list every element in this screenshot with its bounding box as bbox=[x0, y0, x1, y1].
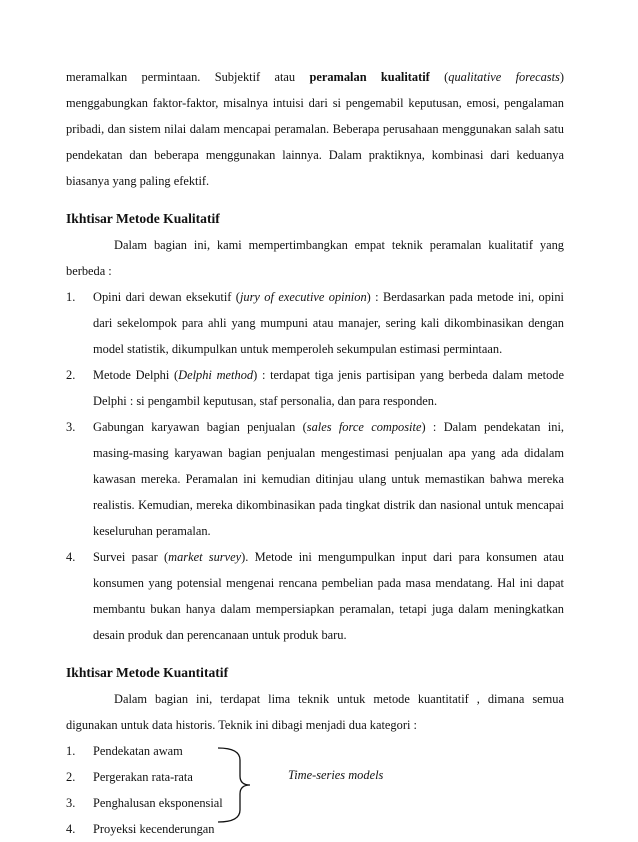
right-brace-icon bbox=[216, 746, 266, 824]
document-page bbox=[66, 64, 564, 842]
time-series-label: Time-series models bbox=[288, 768, 384, 782]
qualitative-list bbox=[66, 284, 564, 648]
intro-paragraph: meramalkan permintaan. Subjektif atau peramalan kualitatif (qualitative forecasts) menggabungkan faktor-faktor, misalnya intuisi dari si pengemabil keputusan, emosi, pengalaman pribadi, dan sistem nilai dalam mencapai peramalan. Beberapa perusahaan menggunakan salah satu pendekatan dan beberapa menggunakan lainnya. Dalam praktiknya, kombinasi dari keduanya biasanya yang paling efektif. bbox=[66, 70, 565, 188]
section-intro-qualitative: Dalam bagian ini, kami mempertimbangkan empat teknik peramalan kualitatif yang berbeda : bbox=[66, 238, 564, 278]
list-item: 3. Gabungan karyawan bagian penjualan (sales force composite) : Dalam pendekatan ini, masing-masing karyawan bagian penjualan mengestimasi penjualan apa yang ada didalam kawasan mereka. Peramalan ini kemudian ditinjau ulang untuk memastikan bahwa mereka realistis. Kemudian, mereka dikombinasikan pada tingkat distrik dan nasional untuk mencapai keseluruhan peramalan. bbox=[66, 420, 564, 538]
section-intro-quantitative: Dalam bagian ini, terdapat lima teknik untuk metode kuantitatif , dimana semua digunakan untuk data historis. Teknik ini dibagi menjadi dua kategori : bbox=[66, 692, 564, 732]
section-heading-quantitative: Ikhtisar Metode Kuantitatif bbox=[66, 665, 229, 680]
time-series-group bbox=[66, 738, 564, 842]
list-item: 4. Proyeksi kecenderungan bbox=[66, 822, 215, 836]
list-item: 2. Metode Delphi (Delphi method) : terdapat tiga jenis partisipan yang berbeda dalam metode Delphi : si pengambil keputusan, staf personalia, dan para responden. bbox=[66, 368, 564, 408]
list-item: 1. Pendekatan awam bbox=[66, 744, 183, 758]
quantitative-list bbox=[66, 738, 564, 842]
list-item: 1. Opini dari dewan eksekutif (jury of executive opinion) : Berdasarkan pada metode ini, opini dari sekelompok para ahli yang mumpuni atau manajer, sering kali dikombinasikan dengan model statistik, dikumpulkan untuk memperoleh sekumpulan estimasi permintaan. bbox=[66, 290, 564, 356]
bold-term: peramalan kualitatif bbox=[309, 70, 430, 84]
italic-term: qualitative forecasts bbox=[448, 70, 560, 84]
list-item: 4. Survei pasar (market survey). Metode ini mengumpulkan input dari para konsumen atau konsumen yang potensial mengenai rencana pembelian pada masa mendatang. Hal ini dapat membantu bukan hanya dalam mempersiapkan peramalan, tetapi juga dalam meningkatkan desain produk dan perencanaan untuk produk baru. bbox=[66, 550, 564, 642]
list-item: 2. Pergerakan rata-rata bbox=[66, 770, 193, 784]
section-heading-qualitative: Ikhtisar Metode Kualitatif bbox=[66, 211, 220, 226]
list-item: 3. Penghalusan eksponensial bbox=[66, 796, 223, 810]
